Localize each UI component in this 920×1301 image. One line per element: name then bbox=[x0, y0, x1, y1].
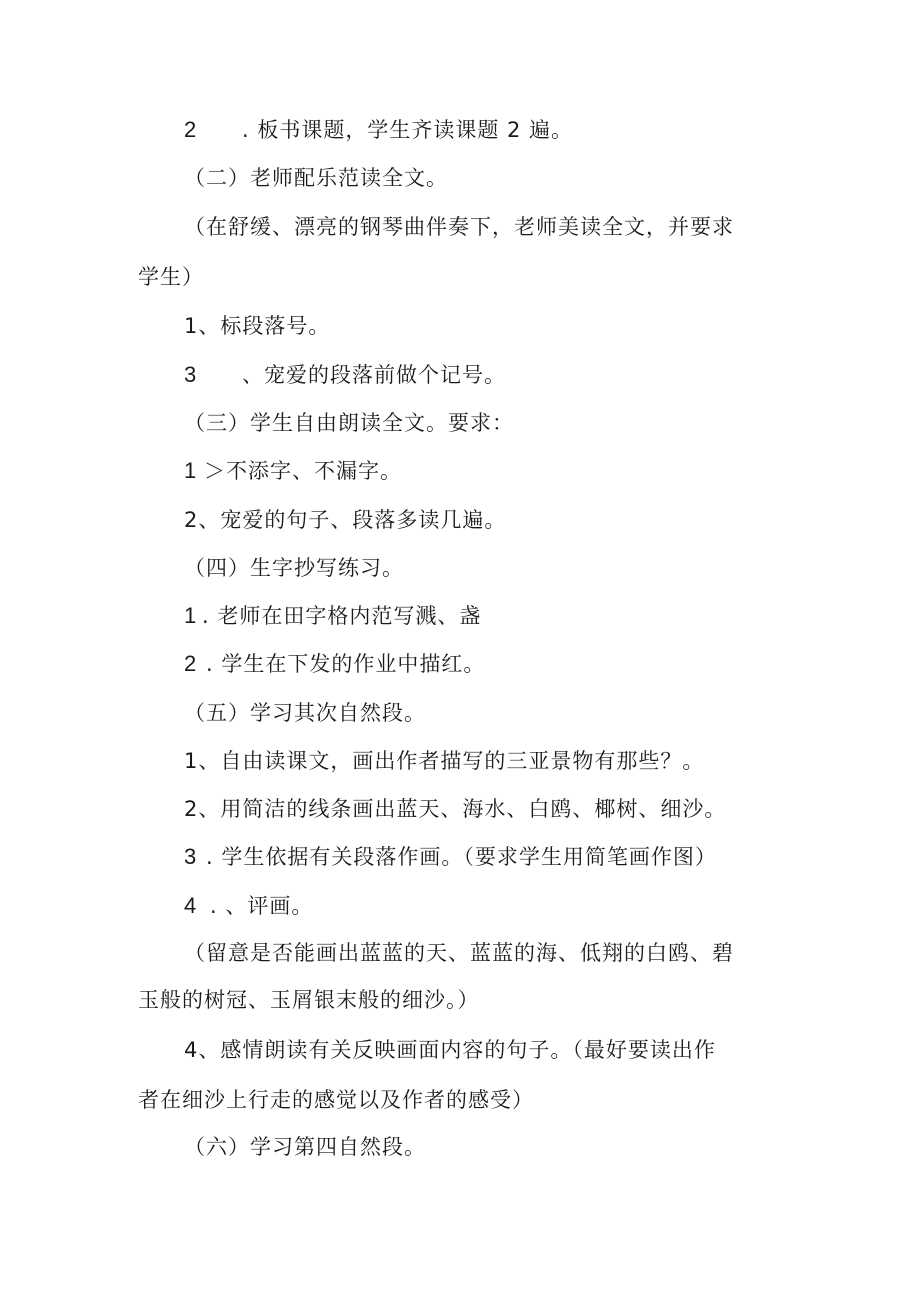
text-line bbox=[184, 116, 573, 144]
line-text: 、宠爱的段落前做个记号。 bbox=[242, 363, 506, 387]
text-line bbox=[184, 213, 734, 241]
list-number: 3 bbox=[184, 362, 198, 387]
line-text: 2、宠爱的句子、段落多读几遍。 bbox=[184, 508, 507, 532]
section-heading: （五）学习其次自然段。 bbox=[184, 701, 426, 725]
line-text: 玉般的树冠、玉屑银末般的细沙。） bbox=[138, 988, 480, 1012]
text-line bbox=[184, 650, 485, 678]
text-line bbox=[184, 361, 506, 389]
line-text: 学生） bbox=[138, 265, 204, 289]
list-number: 3 bbox=[184, 844, 198, 869]
text-line bbox=[138, 263, 204, 291]
text-line bbox=[184, 1036, 716, 1064]
text-line bbox=[184, 699, 426, 727]
text-line bbox=[184, 602, 481, 630]
text-line bbox=[184, 554, 404, 582]
text-line bbox=[184, 164, 448, 192]
line-text: 4、感情朗读有关反映画面内容的句子。（最好要读出作 bbox=[184, 1038, 716, 1062]
line-text: 2、用简洁的线条画出蓝天、海水、白鸥、椰树、细沙。 bbox=[184, 797, 727, 821]
section-heading: （三）学生自由朗读全文。要求： bbox=[184, 411, 514, 435]
line-text: 1、自由读课文，画出作者描写的三亚景物有那些？。 bbox=[184, 749, 705, 773]
text-line bbox=[184, 506, 506, 534]
line-text: . 老师在田字格内范写溅、盏 bbox=[202, 604, 482, 628]
line-text: （在舒缓、漂亮的钢琴曲伴奏下，老师美读全文，并要求 bbox=[184, 215, 734, 239]
text-line bbox=[184, 843, 717, 871]
text-line bbox=[138, 986, 480, 1014]
text-line bbox=[184, 409, 514, 437]
list-number: 4 bbox=[184, 893, 198, 918]
section-heading: （四）生字抄写练习。 bbox=[184, 556, 404, 580]
list-number: 1 bbox=[184, 458, 198, 483]
line-text: 者在细沙上行走的感觉以及作者的感受） bbox=[138, 1088, 534, 1112]
text-line bbox=[184, 939, 734, 967]
section-heading: （二）老师配乐范读全文。 bbox=[184, 166, 448, 190]
list-number: 2 bbox=[184, 117, 198, 142]
text-line bbox=[138, 1086, 534, 1114]
line-text: . 、评画。 bbox=[210, 894, 314, 918]
section-heading: （六）学习第四自然段。 bbox=[184, 1135, 426, 1159]
line-text: 1、标段落号。 bbox=[184, 314, 331, 338]
list-number: 1 bbox=[184, 603, 198, 628]
line-text: . 学生依据有关段落作画。（要求学生用简笔画作图） bbox=[206, 845, 717, 869]
text-line bbox=[184, 1133, 426, 1161]
text-line bbox=[184, 747, 704, 775]
line-text: （留意是否能画出蓝蓝的天、蓝蓝的海、低翔的白鸥、碧 bbox=[184, 941, 734, 965]
list-number: 2 bbox=[184, 651, 198, 676]
text-line bbox=[184, 892, 313, 920]
text-line bbox=[184, 795, 726, 823]
line-text: . 板书课题，学生齐读课题 2 遍。 bbox=[242, 118, 574, 142]
text-line bbox=[184, 312, 330, 340]
line-text: ＞不添字、不漏字。 bbox=[204, 459, 402, 483]
line-text: . 学生在下发的作业中描红。 bbox=[206, 652, 486, 676]
text-line bbox=[184, 457, 402, 485]
